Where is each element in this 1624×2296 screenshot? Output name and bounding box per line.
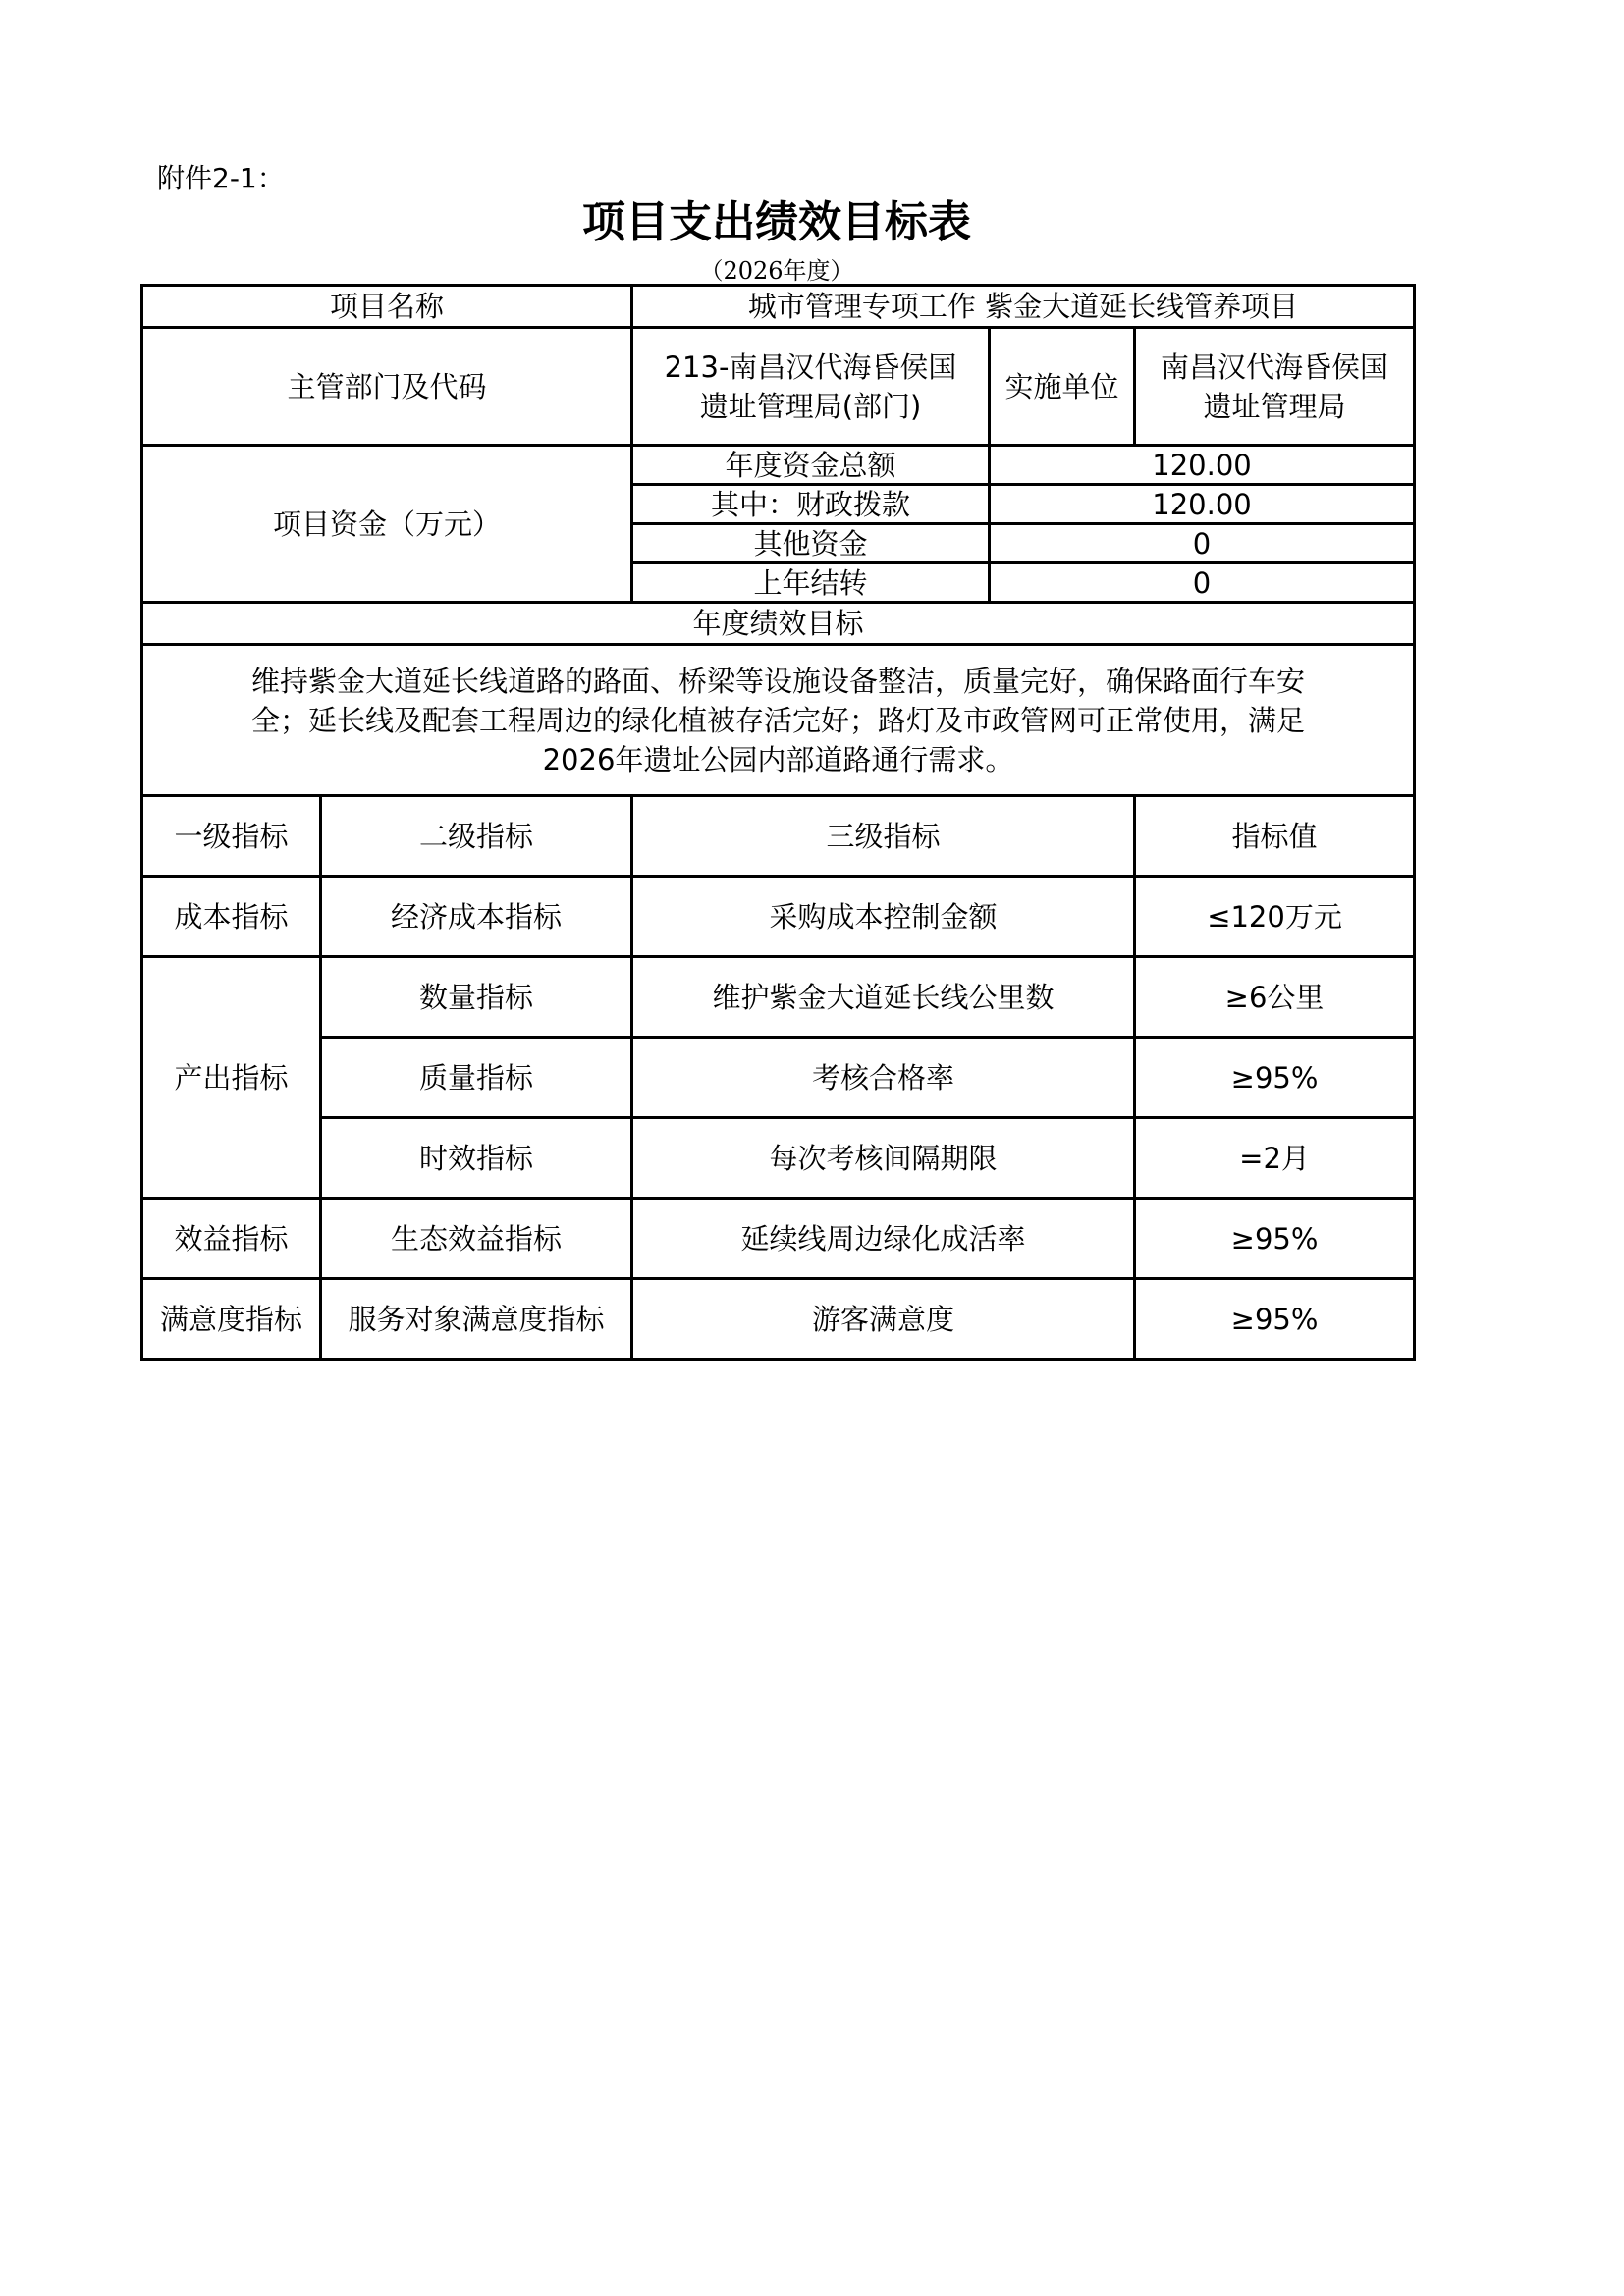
indicator-level3: 游客满意度 xyxy=(632,1279,1135,1360)
funds-label: 项目资金（万元） xyxy=(142,446,632,603)
funds-other-value: 0 xyxy=(990,524,1415,563)
page-title: 项目支出绩效目标表 xyxy=(582,197,971,247)
indicator-value: ≥95% xyxy=(1135,1199,1415,1279)
header-level3: 三级指标 xyxy=(632,796,1135,877)
indicator-level1: 满意度指标 xyxy=(142,1279,321,1360)
year-note: （2026年度） xyxy=(699,257,854,285)
annual-goal-text xyxy=(142,645,1415,796)
department-value xyxy=(632,328,990,446)
indicator-level2: 数量指标 xyxy=(321,957,632,1038)
indicator-level2: 时效指标 xyxy=(321,1118,632,1199)
funds-row xyxy=(142,446,1415,485)
implementing-unit-label: 实施单位 xyxy=(990,328,1135,446)
header-level1: 一级指标 xyxy=(142,796,321,877)
indicator-level3: 每次考核间隔期限 xyxy=(632,1118,1135,1199)
indicator-level3: 延续线周边绿化成活率 xyxy=(632,1199,1135,1279)
department-value-line2: 遗址管理局(部门) xyxy=(699,389,922,423)
indicator-row xyxy=(142,1279,1415,1360)
funds-total-label: 年度资金总额 xyxy=(632,446,990,485)
funds-carryover-value: 0 xyxy=(990,563,1415,603)
indicator-header-row xyxy=(142,796,1415,877)
indicator-level1: 成本指标 xyxy=(142,877,321,957)
project-name-value: 城市管理专项工作 紫金大道延长线管养项目 xyxy=(632,286,1415,328)
indicator-level3: 采购成本控制金额 xyxy=(632,877,1135,957)
funds-fiscal-value: 120.00 xyxy=(990,485,1415,524)
implementing-unit-value xyxy=(1135,328,1415,446)
indicator-level1: 效益指标 xyxy=(142,1199,321,1279)
department-label: 主管部门及代码 xyxy=(142,328,632,446)
indicator-row xyxy=(142,877,1415,957)
annual-goal-label: 年度绩效目标 xyxy=(142,603,1415,645)
annual-goal-line1: 维持紫金大道延长线道路的路面、桥梁等设施设备整洁，质量完好，确保路面行车安 xyxy=(251,664,1306,698)
performance-table xyxy=(140,284,1416,1361)
project-name-row xyxy=(142,286,1415,328)
indicator-level2: 生态效益指标 xyxy=(321,1199,632,1279)
indicator-level2: 经济成本指标 xyxy=(321,877,632,957)
project-name-label: 项目名称 xyxy=(142,286,632,328)
indicator-value: ≤120万元 xyxy=(1135,877,1415,957)
funds-total-value: 120.00 xyxy=(990,446,1415,485)
funds-carryover-label: 上年结转 xyxy=(632,563,990,603)
attachment-label: 附件2-1： xyxy=(157,162,285,194)
indicator-row xyxy=(142,957,1415,1038)
indicator-row xyxy=(142,1199,1415,1279)
department-value-line1: 213-南昌汉代海昏侯国 xyxy=(664,349,957,384)
header-level2: 二级指标 xyxy=(321,796,632,877)
indicator-level3: 考核合格率 xyxy=(632,1038,1135,1118)
indicator-row xyxy=(142,1038,1415,1118)
implementing-unit-line1: 南昌汉代海昏侯国 xyxy=(1161,349,1389,384)
indicator-level2: 质量指标 xyxy=(321,1038,632,1118)
indicator-value: ≥95% xyxy=(1135,1279,1415,1360)
indicator-level3: 维护紫金大道延长线公里数 xyxy=(632,957,1135,1038)
goal-text-row xyxy=(142,645,1415,796)
funds-fiscal-label: 其中：财政拨款 xyxy=(632,485,990,524)
department-row xyxy=(142,328,1415,446)
indicator-level2: 服务对象满意度指标 xyxy=(321,1279,632,1360)
indicator-level1: 产出指标 xyxy=(142,957,321,1199)
indicator-value: ≥95% xyxy=(1135,1038,1415,1118)
indicator-value: =2月 xyxy=(1135,1118,1415,1199)
annual-goal-line3: 2026年遗址公园内部道路通行需求。 xyxy=(542,742,1014,776)
header-value: 指标值 xyxy=(1135,796,1415,877)
funds-other-label: 其他资金 xyxy=(632,524,990,563)
implementing-unit-line2: 遗址管理局 xyxy=(1203,389,1346,423)
annual-goal-line2: 全；延长线及配套工程周边的绿化植被存活完好；路灯及市政管网可正常使用，满足 xyxy=(251,703,1306,737)
indicator-value: ≥6公里 xyxy=(1135,957,1415,1038)
goal-header-row xyxy=(142,603,1415,645)
indicator-row xyxy=(142,1118,1415,1199)
